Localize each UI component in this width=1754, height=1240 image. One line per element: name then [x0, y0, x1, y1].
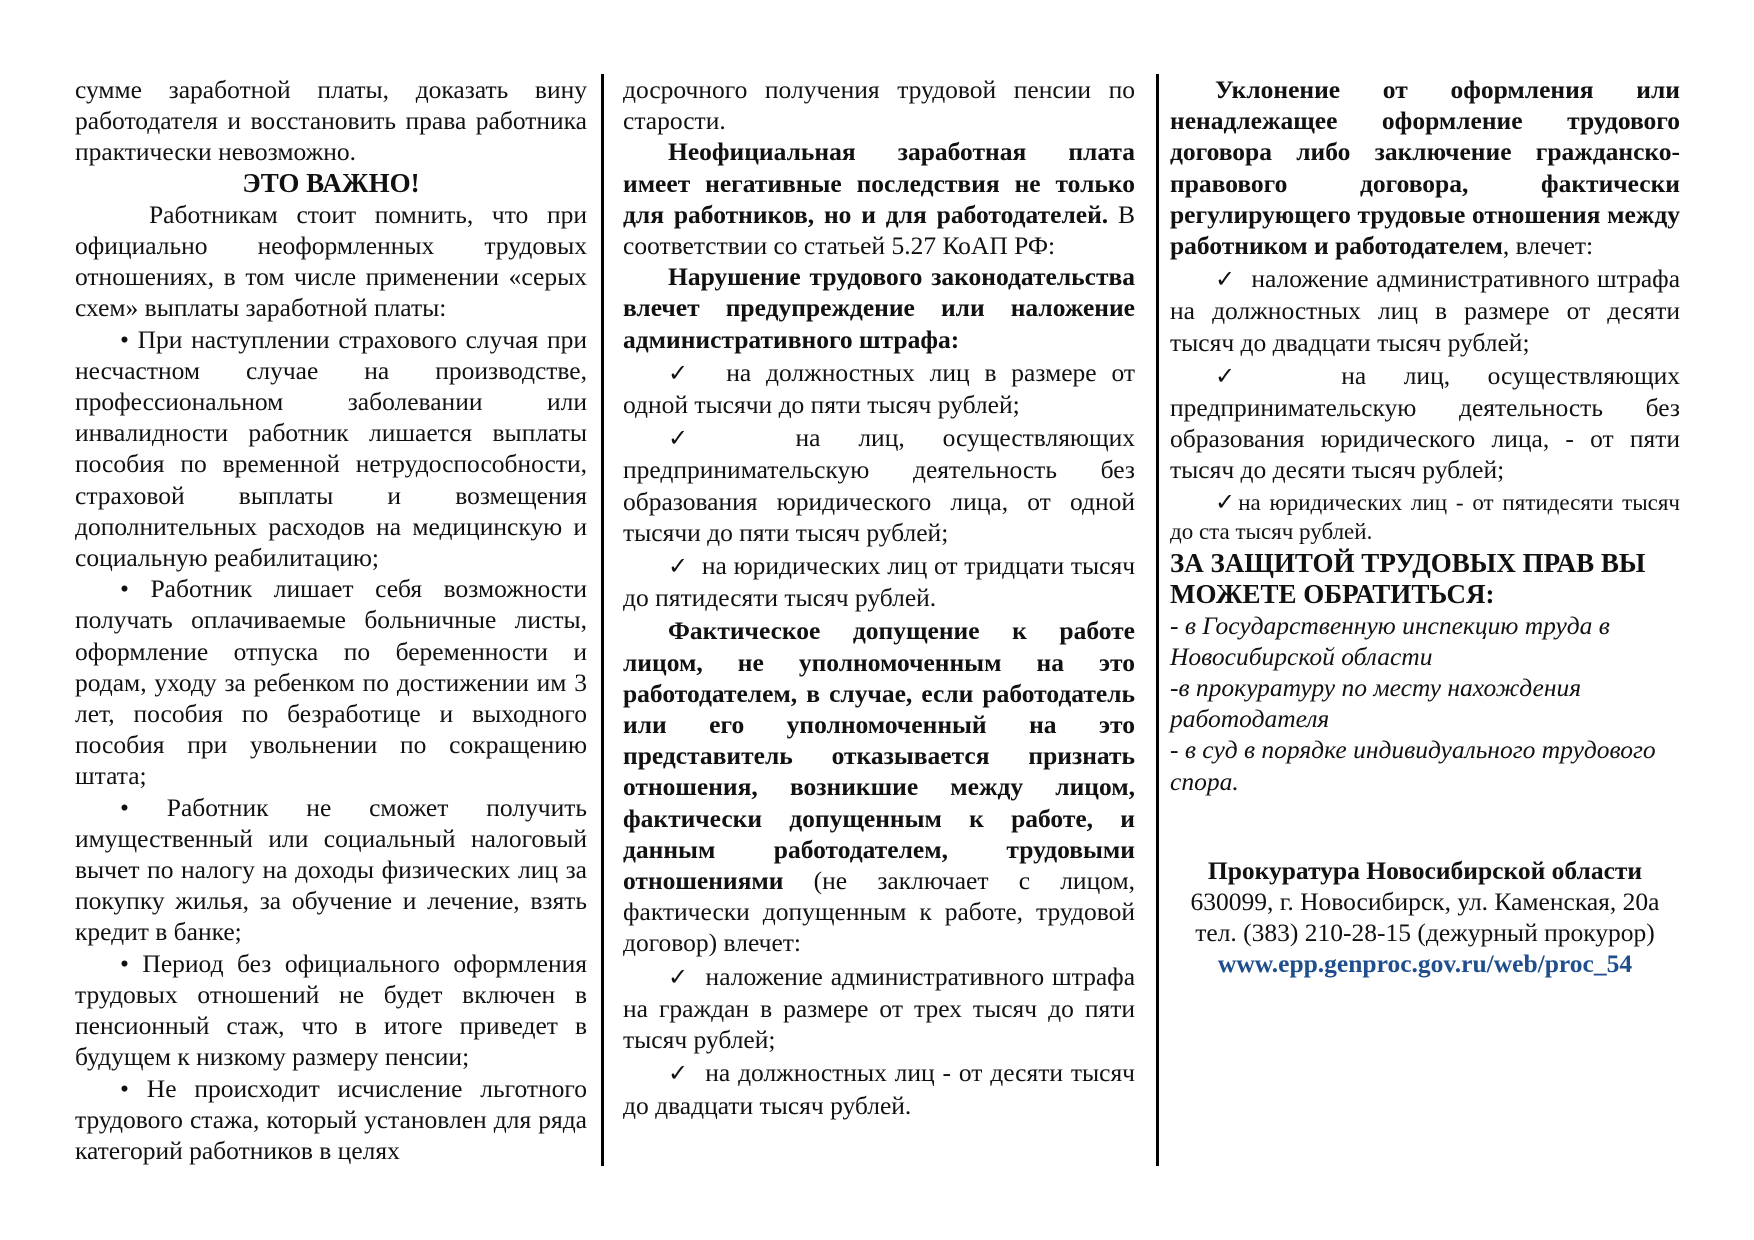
list-item: • При наступлении страхового случая при несчастном случае на производстве, профессиональном заболевании или инвалидности работник лишается выплаты пособия по временной нетрудоспособности, страховой выплаты и возмещения дополнительных расходов на медицинскую и социальную реабилитацию; [75, 324, 587, 573]
continuation-paragraph: досрочного получения трудовой пенсии по старости. [623, 75, 1135, 136]
check-icon: ✓ [668, 358, 697, 387]
check-icon: ✓ [1215, 361, 1267, 390]
unofficial-salary-paragraph: Неофициальная заработная плата имеет негативные последствия не только для работников, но и для работодателей. В соответствии со статьей 5.27 КоАП РФ: [623, 137, 1135, 261]
list-item: ✓ на должностных лиц в размере от одной тысячи до пяти тысяч рублей; [623, 357, 1135, 420]
bullet-icon: • [120, 948, 129, 978]
list-item: ✓на юридических лиц - от пятидесяти тысяч до ста тысяч рублей. [1170, 487, 1680, 544]
check-icon: ✓ [668, 424, 720, 453]
list-item: • Период без официального оформления трудовых отношений не будет включен в пенсионный стаж, что в итоге приведет в будущем к низкому размеру пенсии; [75, 948, 587, 1072]
intro-paragraph: сумме заработной платы, доказать вину работодателя и восстановить права работника практически невозможно. [75, 75, 587, 167]
phone: тел. (383) 210-28-15 (дежурный прокурор) [1195, 918, 1655, 948]
check-icon: ✓ [1215, 487, 1239, 516]
violation-paragraph: Нарушение трудового законодательства влечет предупреждение или наложение административного штрафа: [623, 262, 1135, 354]
list-item: • Работник не сможет получить имущественный или социальный налоговый вычет по налогу на доходы физических лиц за покупку жилья, за обучение и лечение, взять кредит в банке; [75, 792, 587, 947]
admission-paragraph: Фактическое допущение к работе лицом, не уполномоченным на это работодателем, в случае, если работодатель или его уполномоченный на это представитель отказывается признать отношения, возникшие между лицом, фактически допущенным к работе, и данным работодателем, трудовыми отношениями (не заключает с лицом, фактически допущенным к работе, трудовой договор) влечет: [623, 616, 1135, 958]
column-divider [1156, 74, 1159, 1166]
check-icon: ✓ [1215, 265, 1237, 294]
column-middle [623, 74, 1135, 1121]
bullet-icon: • [120, 792, 129, 822]
list-item: ✓ наложение административного штрафа на должностных лиц в размере от десяти тысяч до двадцати тысяч рублей; [1170, 264, 1681, 357]
check-icon: ✓ [668, 1059, 690, 1088]
appeal-item: - в Государственную инспекцию труда в Новосибирской области [1170, 610, 1610, 671]
list-item: ✓ на лиц, осуществляющих предпринимательскую деятельность без образования юридического лица, от одной тысячи до пяти тысяч рублей; [623, 423, 1136, 547]
list-item: ✓ на лиц, осуществляющих предпринимательскую деятельность без образования юридического лица, - от пяти тысяч до десяти тысяч рублей; [1170, 360, 1680, 485]
lead-paragraph: Работникам стоит помнить, что при официально неоформленных трудовых отношениях, в том числе применении «серых схем» выплаты заработной платы: [75, 199, 587, 323]
list-item: • Работник лишает себя возможности получать оплачиваемые больничные листы, оформление отпуска по беременности и родам, уходу за ребенком по достижении им 3 лет, пособия по безработице и выходного пособия при увольнении по сокращению штата; [75, 574, 588, 791]
address: 630099, г. Новосибирск, ул. Каменская, 20а [1190, 887, 1660, 917]
list-item: ✓ наложение административного штрафа на граждан в размере от трех тысяч до пяти тысяч рублей; [623, 961, 1136, 1055]
contact-block [1170, 855, 1680, 980]
appeal-item: -в прокуратуру по месту нахождения работодателя [1170, 673, 1582, 734]
bullet-icon: • [120, 1073, 129, 1103]
check-icon: ✓ [668, 552, 689, 581]
column-right [1170, 74, 1680, 980]
bullet-icon: • [120, 324, 129, 354]
column-left [75, 74, 587, 1166]
appeal-title: ЗА ЗАЩИТОЙ ТРУДОВЫХ ПРАВ ВЫ МОЖЕТЕ ОБРАТИТЬСЯ: [1170, 547, 1646, 609]
list-item: • Не происходит исчисление льготного трудового стажа, который установлен для ряда категорий работников в целях [75, 1073, 588, 1165]
evasion-paragraph: Уклонение от оформления или ненадлежащее оформление трудового договора либо заключение гражданско-правового договора, фактически регулирующего трудовые отношения между работником и работодателем, влечет: [1170, 75, 1680, 261]
appeal-item: - в суд в порядке индивидуального трудового спора. [1170, 735, 1656, 796]
list-item: ✓ на юридических лиц от тридцати тысяч до пятидесяти тысяч рублей. [623, 551, 1136, 613]
website-link[interactable]: www.epp.genproc.gov.ru/web/proc_54 [1217, 949, 1633, 979]
list-item: ✓ на должностных лиц - от десяти тысяч до двадцати тысяч рублей. [623, 1058, 1136, 1120]
check-icon: ✓ [668, 962, 690, 991]
organization-name: Прокуратура Новосибирской области [1207, 855, 1643, 885]
bullet-icon: • [120, 574, 129, 604]
important-heading: ЭТО ВАЖНО! [242, 167, 420, 198]
column-divider [601, 74, 604, 1166]
